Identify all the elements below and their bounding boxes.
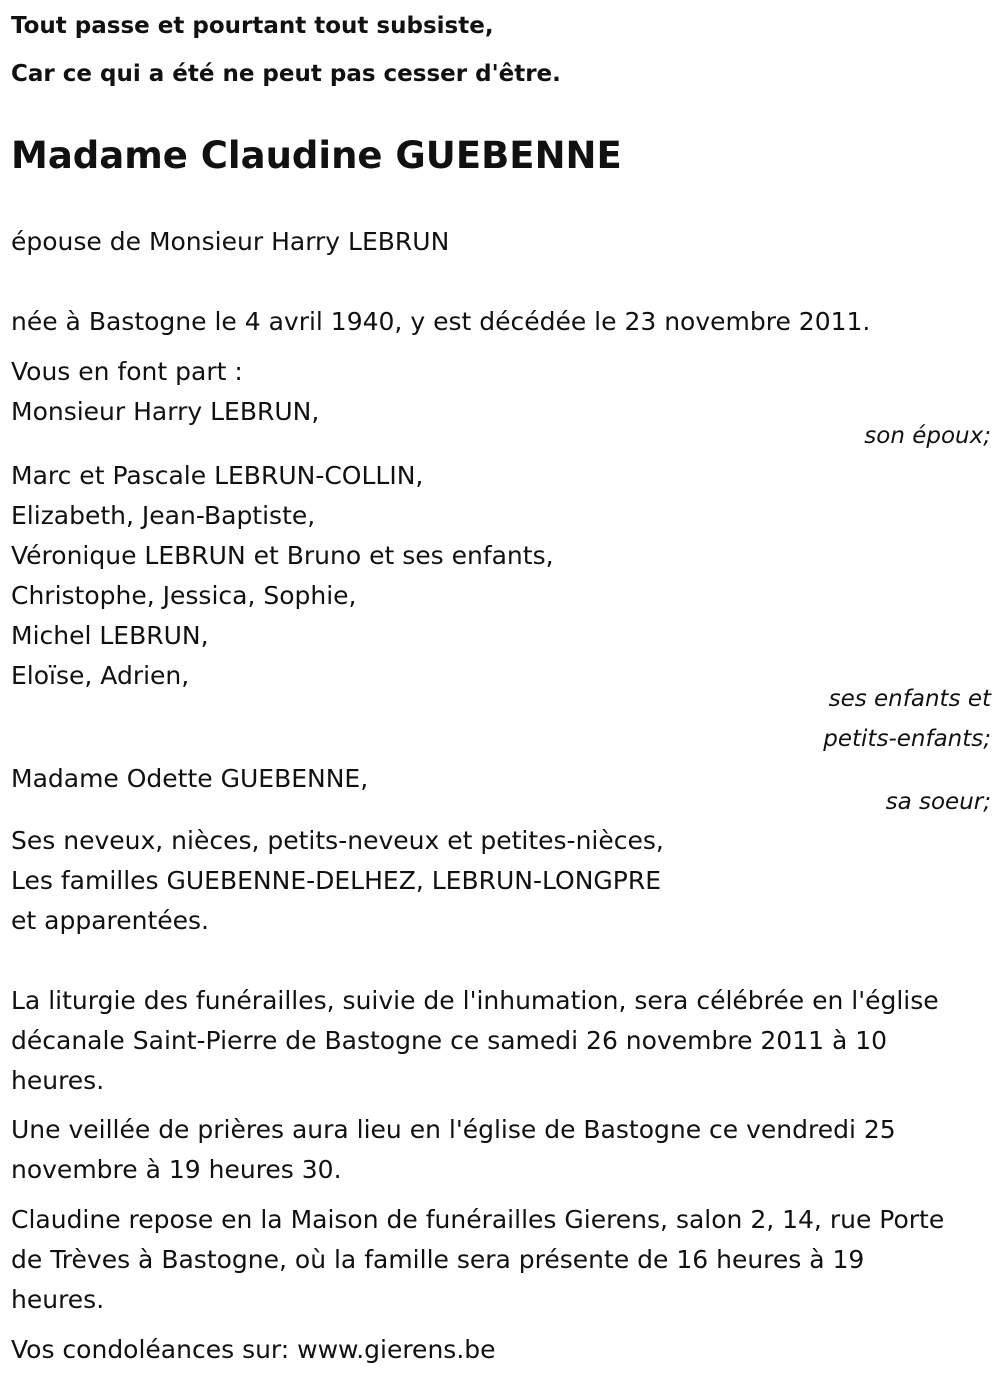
spouse-relation: son époux; [864, 423, 991, 449]
viewing-text-line: de Trèves à Bastogne, où la famille sera présente de 16 heures à 19 [11, 1245, 865, 1274]
viewing-text-line: heures. [11, 1285, 105, 1314]
children-group-name: Michel LEBRUN, [11, 621, 209, 650]
children-group-name: Elizabeth, Jean-Baptiste, [11, 501, 316, 530]
extended-family-line: Les familles GUEBENNE-DELHEZ, LEBRUN-LONGPRE [11, 866, 662, 895]
spouse-group-name: Monsieur Harry LEBRUN, [11, 397, 320, 426]
children-relation-line-2: petits-enfants; [823, 726, 991, 752]
deceased-name: Madame Claudine GUEBENNE [11, 134, 622, 177]
extended-family-line: Ses neveux, nièces, petits-neveux et petites-nièces, [11, 826, 664, 855]
announce-intro: Vous en font part : [11, 357, 243, 386]
epigraph-line-1: Tout passe et pourtant tout subsiste, [11, 13, 494, 39]
sister-relation: sa soeur; [885, 789, 991, 815]
vigil-text-line: novembre à 19 heures 30. [11, 1155, 342, 1184]
sister-group-name: Madame Odette GUEBENNE, [11, 764, 369, 793]
children-group-name: Eloïse, Adrien, [11, 661, 190, 690]
children-relation-line-1: ses enfants et [828, 686, 991, 712]
vigil-text-line: Une veillée de prières aura lieu en l'église de Bastogne ce vendredi 25 [11, 1115, 896, 1144]
birth-death-line: née à Bastogne le 4 avril 1940, y est décédée le 23 novembre 2011. [11, 307, 871, 336]
funeral-text-line: décanale Saint-Pierre de Bastogne ce samedi 26 novembre 2011 à 10 [11, 1026, 888, 1055]
viewing-text-line: Claudine repose en la Maison de funérailles Gierens, salon 2, 14, rue Porte [11, 1205, 945, 1234]
children-group-name: Marc et Pascale LEBRUN-COLLIN, [11, 461, 424, 490]
epigraph-line-2: Car ce qui a été ne peut pas cesser d'être. [11, 61, 561, 87]
funeral-text-line: La liturgie des funérailles, suivie de l'inhumation, sera célébrée en l'église [11, 986, 939, 1015]
children-group-name: Véronique LEBRUN et Bruno et ses enfants, [11, 541, 554, 570]
children-group-name: Christophe, Jessica, Sophie, [11, 581, 357, 610]
spouse-line: épouse de Monsieur Harry LEBRUN [11, 227, 450, 256]
extended-family-line: et apparentées. [11, 906, 209, 935]
condolences-line: Vos condoléances sur: www.gierens.be [11, 1335, 496, 1364]
funeral-text-line: heures. [11, 1066, 105, 1095]
